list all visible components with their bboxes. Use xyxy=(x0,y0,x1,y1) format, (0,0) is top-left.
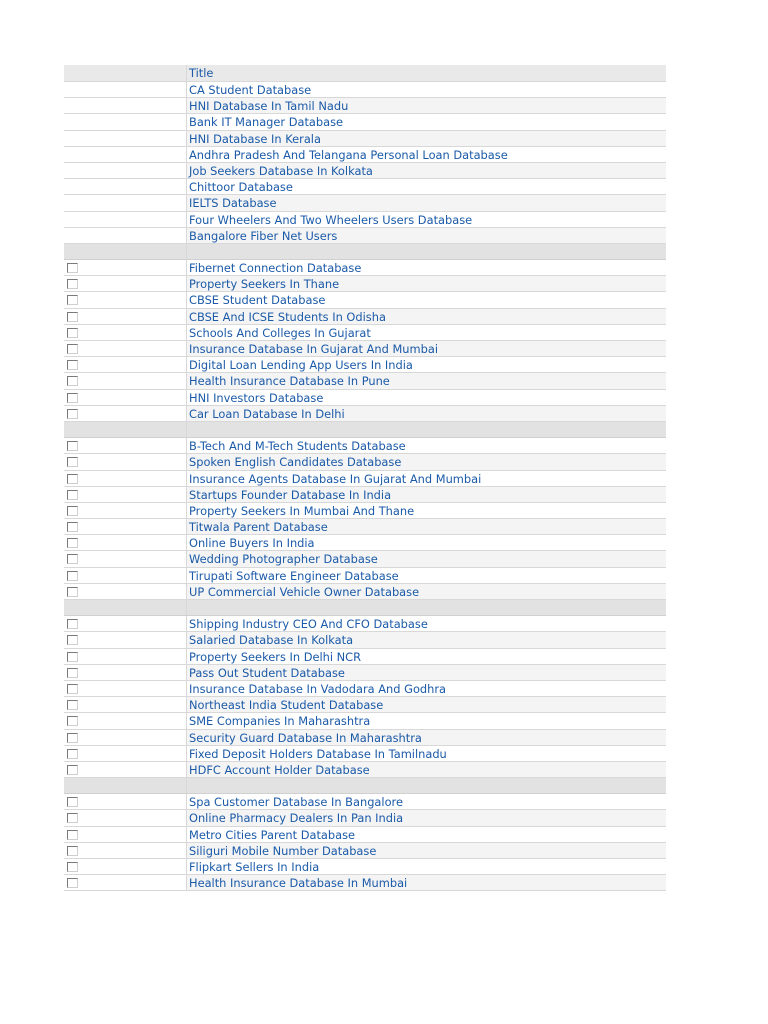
table-row[interactable] xyxy=(64,875,666,891)
row-title-link[interactable]: Online Buyers In India xyxy=(189,536,315,551)
row-title-link[interactable]: Tirupati Software Engineer Database xyxy=(189,568,399,583)
table-header-row xyxy=(64,65,666,82)
table-row[interactable] xyxy=(64,163,666,179)
table-row[interactable] xyxy=(64,98,666,114)
separator-left-cell xyxy=(64,244,187,259)
row-checkbox[interactable] xyxy=(67,360,78,370)
row-checkbox[interactable] xyxy=(67,295,78,305)
row-checkbox[interactable] xyxy=(67,878,78,888)
table-row[interactable] xyxy=(64,551,666,567)
row-title-link[interactable]: Job Seekers Database In Kolkata xyxy=(187,163,666,178)
row-title-link[interactable]: Online Pharmacy Dealers In Pan India xyxy=(187,810,666,825)
table-row[interactable] xyxy=(64,131,666,147)
row-checkbox[interactable] xyxy=(67,474,78,484)
table-row[interactable] xyxy=(64,373,666,389)
row-title-link[interactable]: Property Seekers In Mumbai And Thane xyxy=(189,503,415,518)
row-checkbox[interactable] xyxy=(67,328,78,338)
row-left-cell xyxy=(64,665,94,680)
group-separator-row xyxy=(64,778,666,794)
table-row[interactable] xyxy=(64,616,666,632)
row-checkbox[interactable] xyxy=(67,619,78,629)
row-left-cell xyxy=(64,632,94,647)
row-left-cell xyxy=(64,390,94,405)
row-checkbox[interactable] xyxy=(67,797,78,807)
row-title-link[interactable]: UP Commercial Vehicle Owner Database xyxy=(187,584,666,599)
table-row[interactable] xyxy=(64,794,666,810)
table-row[interactable] xyxy=(64,697,666,713)
table-row[interactable] xyxy=(64,503,666,519)
row-checkbox[interactable] xyxy=(67,700,78,710)
table-row[interactable] xyxy=(64,147,666,163)
row-left-cell xyxy=(64,357,94,372)
row-left-cell xyxy=(64,147,187,162)
row-checkbox[interactable] xyxy=(67,263,78,273)
row-left-cell xyxy=(64,810,94,825)
row-title-link[interactable]: CA Student Database xyxy=(189,83,312,97)
row-title-link[interactable]: Bangalore Fiber Net Users xyxy=(187,228,666,243)
table-row[interactable] xyxy=(64,228,666,244)
row-checkbox[interactable] xyxy=(67,522,78,532)
table-row[interactable] xyxy=(64,438,666,454)
row-title-link[interactable]: SME Companies In Maharashtra xyxy=(189,714,371,729)
row-checkbox[interactable] xyxy=(67,813,78,823)
row-left-cell xyxy=(64,519,94,534)
row-title-link[interactable]: Insurance Database In Gujarat And Mumbai xyxy=(187,341,666,356)
row-checkbox[interactable] xyxy=(67,538,78,548)
row-left-cell xyxy=(64,292,94,307)
table-row[interactable] xyxy=(64,665,666,681)
row-checkbox[interactable] xyxy=(67,733,78,743)
row-left-cell xyxy=(64,309,94,324)
row-title-link[interactable]: Bank IT Manager Database xyxy=(189,115,344,130)
title-column-header: Title xyxy=(189,66,214,80)
row-left-cell xyxy=(64,794,94,809)
table-row[interactable] xyxy=(64,260,666,276)
table-row[interactable] xyxy=(64,114,666,130)
row-title-link[interactable]: Spoken English Candidates Database xyxy=(187,454,666,469)
row-checkbox[interactable] xyxy=(67,554,78,564)
row-checkbox[interactable] xyxy=(67,684,78,694)
row-checkbox[interactable] xyxy=(67,862,78,872)
row-title-link[interactable]: Wedding Photographer Database xyxy=(187,551,666,566)
table-row[interactable] xyxy=(64,390,666,406)
group-separator-row xyxy=(64,422,666,438)
table-row[interactable] xyxy=(64,406,666,422)
row-checkbox[interactable] xyxy=(67,506,78,516)
table-row[interactable] xyxy=(64,713,666,729)
table-row[interactable] xyxy=(64,454,666,470)
row-title-link[interactable]: Startups Founder Database In India xyxy=(187,487,666,502)
row-left-cell xyxy=(64,746,94,761)
row-checkbox[interactable] xyxy=(67,635,78,645)
row-title-link[interactable]: Insurance Agents Database In Gujarat And Mumbai xyxy=(189,471,482,486)
row-left-cell xyxy=(64,341,94,356)
table-row[interactable] xyxy=(64,827,666,843)
row-checkbox[interactable] xyxy=(67,571,78,581)
row-left-cell xyxy=(64,730,94,745)
row-title-link[interactable]: Fixed Deposit Holders Database In Tamilnadu xyxy=(189,746,447,761)
row-checkbox[interactable] xyxy=(67,490,78,500)
table-row[interactable] xyxy=(64,179,666,195)
row-checkbox[interactable] xyxy=(67,312,78,322)
row-left-cell xyxy=(64,163,187,178)
separator-left-cell xyxy=(64,422,187,437)
row-left-cell xyxy=(64,551,94,566)
group-separator-row xyxy=(64,244,666,260)
table-row[interactable] xyxy=(64,487,666,503)
table-row[interactable] xyxy=(64,762,666,778)
row-title-link[interactable]: IELTS Database xyxy=(187,195,666,210)
row-checkbox[interactable] xyxy=(67,846,78,856)
row-left-cell xyxy=(64,260,94,275)
row-title-link[interactable]: Northeast India Student Database xyxy=(187,697,666,712)
table-row[interactable] xyxy=(64,632,666,648)
table-row[interactable] xyxy=(64,519,666,535)
row-left-cell xyxy=(64,98,187,113)
row-title-link[interactable]: CBSE And ICSE Students In Odisha xyxy=(187,309,666,324)
row-title-link[interactable]: Siliguri Mobile Number Database xyxy=(187,843,666,858)
row-checkbox[interactable] xyxy=(67,441,78,451)
row-left-cell xyxy=(64,212,187,227)
table-row[interactable] xyxy=(64,212,666,228)
row-title-link[interactable]: Security Guard Database In Maharashtra xyxy=(187,730,666,745)
row-title-link[interactable]: HNI Database In Tamil Nadu xyxy=(187,98,666,113)
row-left-cell xyxy=(64,471,94,486)
row-left-cell xyxy=(64,131,187,146)
row-left-cell xyxy=(64,228,187,243)
row-title-link[interactable]: Digital Loan Lending App Users In India xyxy=(189,358,413,373)
row-title-link[interactable]: Property Seekers In Thane xyxy=(187,276,666,291)
row-left-cell xyxy=(64,454,94,469)
table-row[interactable] xyxy=(64,843,666,859)
row-left-cell xyxy=(64,859,94,874)
row-left-cell xyxy=(64,179,187,194)
row-left-cell xyxy=(64,713,94,728)
row-checkbox[interactable] xyxy=(67,457,78,467)
row-title-link[interactable]: Insurance Database In Vadodara And Godhra xyxy=(189,681,447,696)
row-left-cell xyxy=(64,195,187,210)
row-title-link[interactable]: Schools And Colleges In Gujarat xyxy=(189,325,371,340)
row-checkbox[interactable] xyxy=(67,409,78,419)
row-left-cell xyxy=(64,438,94,453)
row-checkbox[interactable] xyxy=(67,652,78,662)
row-left-cell xyxy=(64,487,94,502)
row-title-link[interactable]: Property Seekers In Delhi NCR xyxy=(189,649,362,664)
row-title-link[interactable]: HNI Investors Database xyxy=(189,390,324,405)
table-row[interactable] xyxy=(64,568,666,584)
table-row[interactable] xyxy=(64,584,666,600)
row-title-link[interactable]: Chittoor Database xyxy=(189,180,293,195)
header-left-cell xyxy=(64,65,187,81)
table-row[interactable] xyxy=(64,746,666,762)
row-title-link[interactable]: Spa Customer Database In Bangalore xyxy=(189,795,403,810)
row-left-cell xyxy=(64,82,187,97)
table-row[interactable] xyxy=(64,357,666,373)
row-title-link[interactable]: Metro Cities Parent Database xyxy=(189,827,356,842)
row-title-link[interactable]: B-Tech And M-Tech Students Database xyxy=(189,439,406,454)
row-checkbox[interactable] xyxy=(67,393,78,403)
row-title-link[interactable]: Four Wheelers And Two Wheelers Users Database xyxy=(189,212,473,227)
row-left-cell xyxy=(64,616,94,631)
row-left-cell xyxy=(64,681,94,696)
table-row[interactable] xyxy=(64,276,666,292)
row-left-cell xyxy=(64,827,94,842)
row-left-cell xyxy=(64,535,94,550)
row-title-link[interactable]: HNI Database In Kerala xyxy=(187,131,666,146)
group-separator-row xyxy=(64,600,666,616)
row-title-link[interactable]: Car Loan Database In Delhi xyxy=(187,406,666,421)
row-title-link[interactable]: Flipkart Sellers In India xyxy=(189,860,320,874)
row-left-cell xyxy=(64,114,187,129)
table-row[interactable] xyxy=(64,730,666,746)
row-checkbox[interactable] xyxy=(67,749,78,759)
row-checkbox[interactable] xyxy=(67,344,78,354)
row-left-cell xyxy=(64,649,94,664)
row-title-link[interactable]: Titwala Parent Database xyxy=(187,519,666,534)
row-checkbox[interactable] xyxy=(67,376,78,386)
table-row[interactable] xyxy=(64,309,666,325)
separator-left-cell xyxy=(64,778,187,793)
table-row[interactable] xyxy=(64,195,666,211)
row-left-cell xyxy=(64,697,94,712)
row-checkbox[interactable] xyxy=(67,279,78,289)
row-left-cell xyxy=(64,568,94,583)
row-title-link[interactable]: Health Insurance Database In Pune xyxy=(187,373,666,388)
table-row[interactable] xyxy=(64,649,666,665)
row-title-link[interactable]: HDFC Account Holder Database xyxy=(187,762,666,777)
row-left-cell xyxy=(64,843,94,858)
row-left-cell xyxy=(64,503,94,518)
row-title-link[interactable]: Fibernet Connection Database xyxy=(189,261,362,276)
table-row[interactable] xyxy=(64,681,666,697)
row-left-cell xyxy=(64,276,94,291)
row-left-cell xyxy=(64,875,94,890)
table-row[interactable] xyxy=(64,810,666,826)
row-checkbox[interactable] xyxy=(67,668,78,678)
row-left-cell xyxy=(64,762,94,777)
row-left-cell xyxy=(64,406,94,421)
title-list-table xyxy=(64,65,666,891)
table-row[interactable] xyxy=(64,859,666,875)
row-title-link[interactable]: Andhra Pradesh And Telangana Personal Loan Database xyxy=(189,147,508,162)
row-checkbox[interactable] xyxy=(67,765,78,775)
row-title-link[interactable]: Shipping Industry CEO And CFO Database xyxy=(189,617,428,632)
table-row[interactable] xyxy=(64,535,666,551)
row-title-link[interactable]: CBSE Student Database xyxy=(189,293,326,308)
table-row[interactable] xyxy=(64,471,666,487)
row-left-cell xyxy=(64,373,94,388)
row-left-cell xyxy=(64,325,94,340)
row-title-link[interactable]: Pass Out Student Database xyxy=(187,665,666,680)
row-left-cell xyxy=(64,584,94,599)
table-body xyxy=(64,82,666,891)
separator-left-cell xyxy=(64,600,187,615)
row-checkbox[interactable] xyxy=(67,830,78,840)
table-row[interactable] xyxy=(64,82,666,98)
row-checkbox[interactable] xyxy=(67,587,78,597)
table-row[interactable] xyxy=(64,325,666,341)
row-checkbox[interactable] xyxy=(67,716,78,726)
table-row[interactable] xyxy=(64,341,666,357)
table-row[interactable] xyxy=(64,292,666,308)
row-title-link[interactable]: Health Insurance Database In Mumbai xyxy=(187,875,666,890)
row-title-link[interactable]: Salaried Database In Kolkata xyxy=(187,632,666,647)
